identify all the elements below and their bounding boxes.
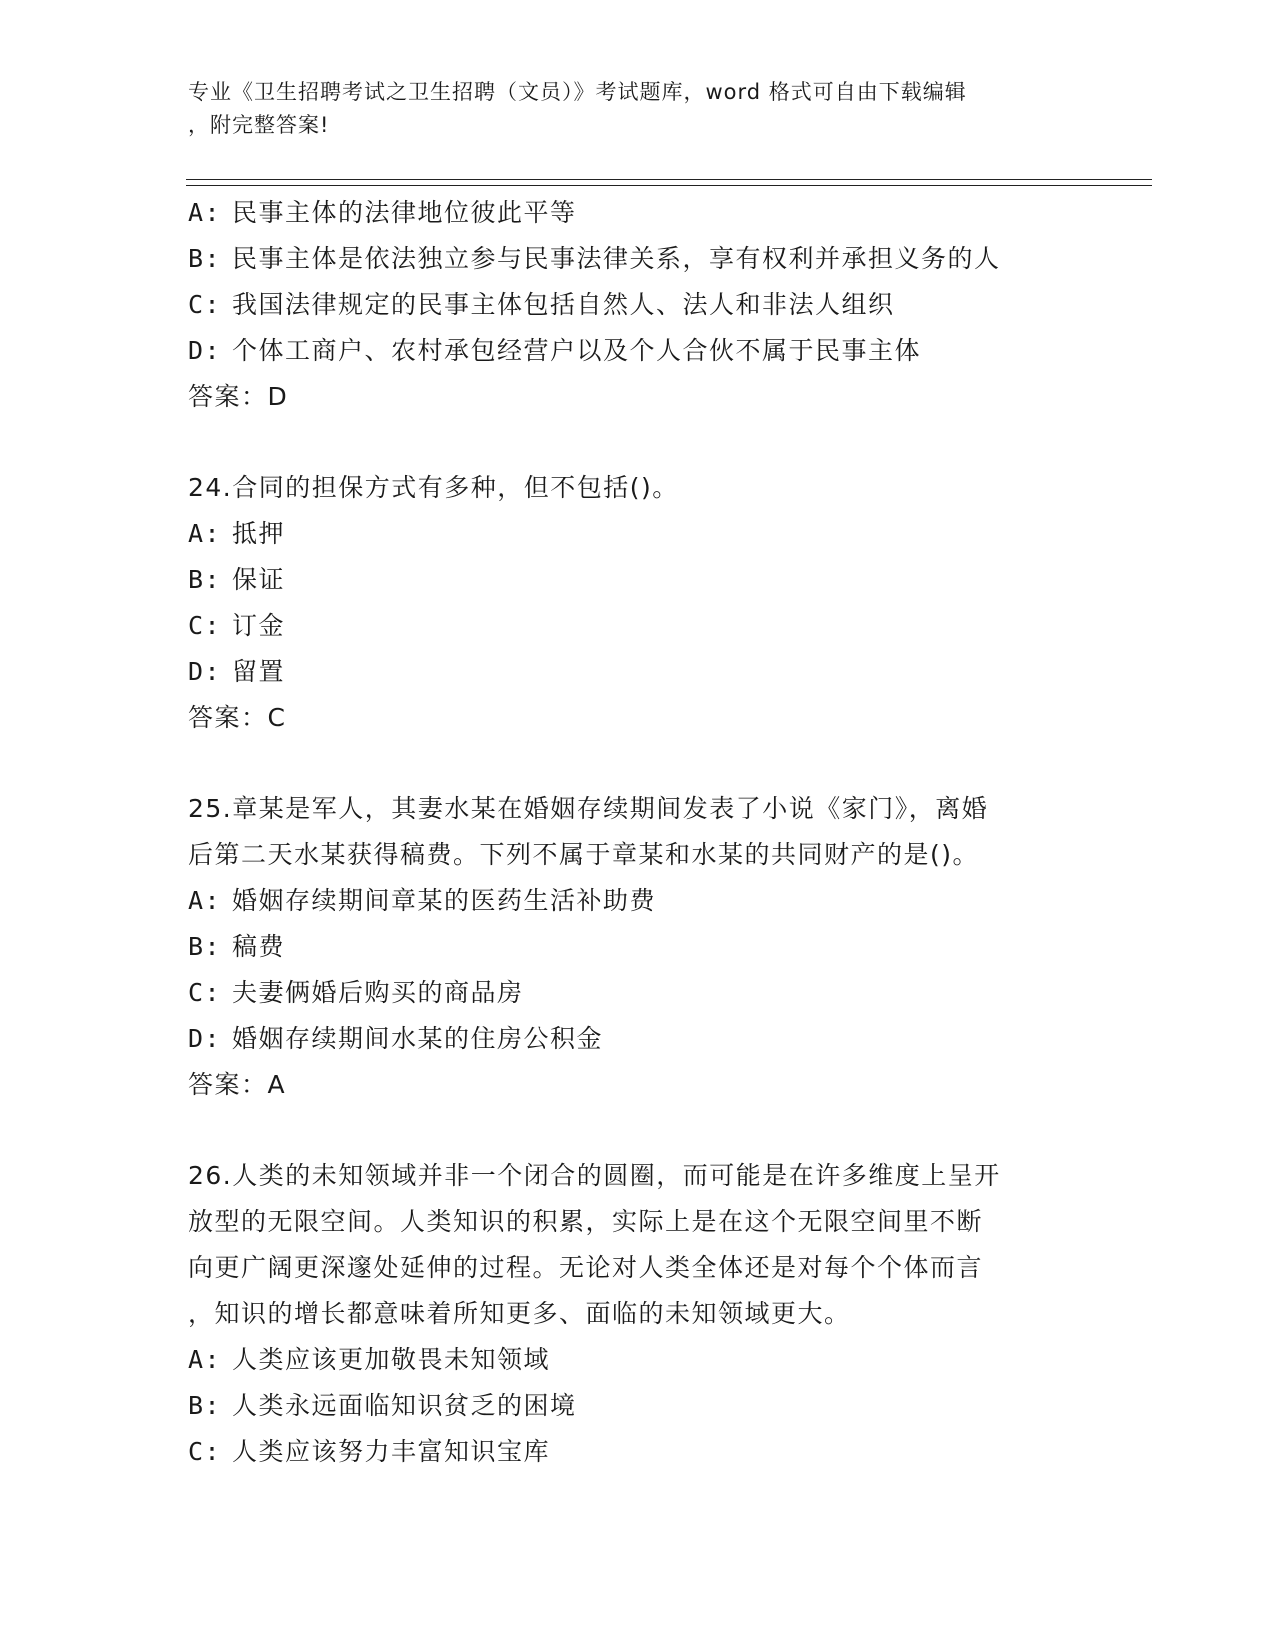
question-25	[188, 786, 1068, 1108]
option-a: A: 抵押	[188, 519, 286, 548]
question-26	[188, 1153, 1068, 1475]
question-23-continued	[188, 190, 1068, 420]
option-c: C: 我国法律规定的民事主体包括自然人、法人和非法人组织	[188, 290, 895, 319]
option-b: B: 民事主体是依法独立参与民事法律关系，享有权利并承担义务的人	[188, 244, 1001, 273]
header-divider-top	[186, 179, 1152, 180]
question-stem-line-4: ，知识的增长都意味着所知更多、面临的未知领域更大。	[188, 1299, 851, 1328]
option-c: C: 订金	[188, 611, 286, 640]
option-c: C: 夫妻俩婚后购买的商品房	[188, 978, 524, 1007]
answer: 答案：A	[188, 1070, 287, 1099]
question-stem-line-2: 放型的无限空间。人类知识的积累，实际上是在这个无限空间里不断	[188, 1207, 984, 1236]
spacer	[188, 1108, 1068, 1153]
option-a: A: 人类应该更加敬畏未知领域	[188, 1345, 551, 1374]
header-divider-bottom	[186, 185, 1152, 186]
question-list	[188, 190, 1068, 1475]
option-b: B: 人类永远面临知识贫乏的困境	[188, 1391, 577, 1420]
header-line-2: ，附完整答案!	[188, 113, 330, 137]
question-stem-line-2: 后第二天水某获得稿费。下列不属于章某和水某的共同财产的是()。	[188, 840, 980, 869]
option-d: D: 个体工商户、农村承包经营户以及个人合伙不属于民事主体	[188, 336, 922, 365]
question-stem: 24.合同的担保方式有多种，但不包括()。	[188, 473, 679, 502]
option-a: A: 婚姻存续期间章某的医药生活补助费	[188, 886, 657, 915]
answer: 答案：D	[188, 382, 289, 411]
question-24	[188, 465, 1068, 741]
option-b: B: 稿费	[188, 932, 286, 961]
option-d: D: 婚姻存续期间水某的住房公积金	[188, 1024, 604, 1053]
option-d: D: 留置	[188, 657, 286, 686]
spacer	[188, 420, 1068, 465]
question-stem-line-3: 向更广阔更深邃处延伸的过程。无论对人类全体还是对每个个体而言	[188, 1253, 984, 1282]
option-a: A: 民事主体的法律地位彼此平等	[188, 198, 577, 227]
document-header	[188, 76, 1068, 142]
spacer	[188, 741, 1068, 786]
option-b: B: 保证	[188, 565, 286, 594]
question-stem-line-1: 25.章某是军人，其妻水某在婚姻存续期间发表了小说《家门》，离婚	[188, 794, 989, 823]
header-line-1: 专业《卫生招聘考试之卫生招聘（文员）》考试题库，word 格式可自由下载编辑	[188, 80, 967, 104]
answer: 答案：C	[188, 703, 287, 732]
question-stem-line-1: 26.人类的未知领域并非一个闭合的圆圈，而可能是在许多维度上呈开	[188, 1161, 1001, 1190]
option-c: C: 人类应该努力丰富知识宝库	[188, 1437, 551, 1466]
